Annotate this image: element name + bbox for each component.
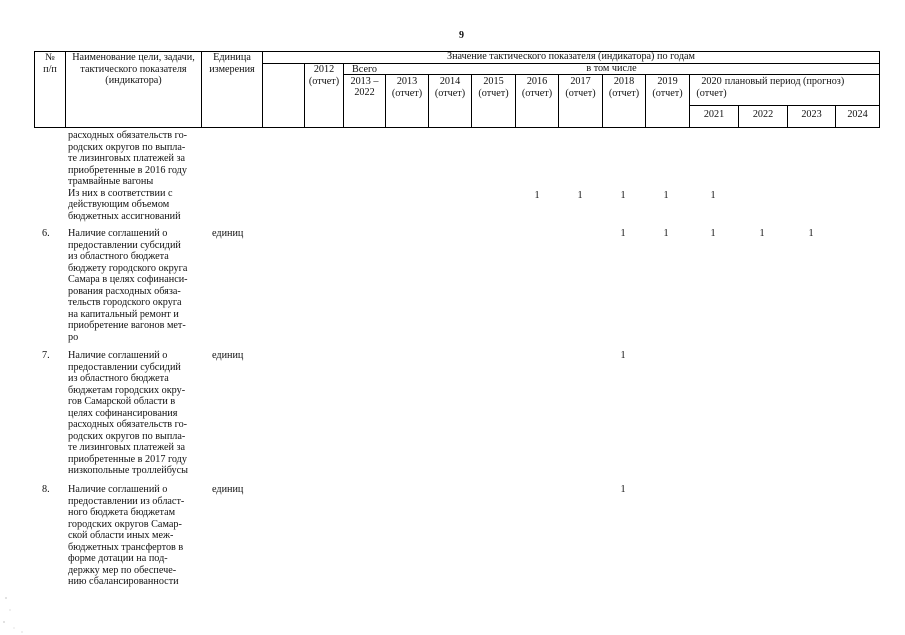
header-2016: 2016 (отчет) (521, 76, 553, 99)
page-number: 9 (459, 30, 464, 41)
row-cont-name: расходных обязательств го- родских округов по выпла- те лизинговых платежей за приобретенные в 2016 году трамвайные вагоны Из них в соответствии с действующим объемом бюджетных ассигнований (68, 130, 188, 222)
header-bottom-border (34, 127, 880, 128)
header-2023: 2023 (801, 109, 822, 120)
header-values: Значение тактического показателя (индикатора) по годам (447, 51, 695, 62)
row-6-2023: 1 (808, 228, 814, 239)
header-col-divider-unit (262, 51, 263, 128)
row-8-name: Наличие соглашений о предоставлении из област- ного бюджета бюджетам городских округов Самар- ской области иных меж- бюджетных трансфертов в форме дотации на под- держку мер по обеспече- нию сбалансированности (68, 484, 185, 587)
row-7-num: 7. (42, 350, 50, 361)
row-8-2019: 1 (620, 484, 626, 495)
row-6-2020: 1 (663, 228, 669, 239)
row-6-unit: единиц (212, 228, 244, 239)
row-6-2021: 1 (710, 228, 716, 239)
header-2014: 2014 (отчет) (434, 76, 466, 99)
row-6-name: Наличие соглашений о предоставлении субсидий из областного бюджета бюджету городского округа Самара в целях софинанси- рования расходных обяза- тельств городского округа на капитальный ремонт и приобретение вагонов мет- ро (68, 228, 188, 343)
row-6-2022: 1 (759, 228, 765, 239)
row-7-unit: единиц (212, 350, 244, 361)
header-2013: 2013 (отчет) (391, 76, 423, 99)
header-2019: 2019 (отчет) (652, 76, 683, 99)
header-incl: в том числе (586, 63, 637, 74)
row-cont-2019: 1 (620, 190, 626, 201)
header-right-border (879, 51, 880, 128)
header-2022: 2022 (752, 109, 774, 120)
scan-specks (0, 590, 30, 635)
header-2015: 2015 (отчет) (478, 76, 509, 99)
row-cont-2018: 1 (577, 190, 583, 201)
header-total: Всего 2013 – 2022 (350, 64, 379, 98)
header-2024: 2024 (847, 109, 868, 120)
header-2012: 2012 (отчет) (308, 64, 340, 87)
row-cont-2021: 1 (710, 190, 716, 201)
header-name: Наименование цели, задачи, тактического показателя (индикатора) (72, 52, 195, 86)
header-2017: 2017 (отчет) (565, 76, 596, 99)
header-num: № п/п (43, 52, 57, 75)
header-2021: 2021 (703, 109, 725, 120)
row-8-unit: единиц (212, 484, 244, 495)
row-6-2019: 1 (620, 228, 626, 239)
header-plan-divider (689, 105, 880, 106)
row-cont-2020: 1 (663, 190, 669, 201)
header-2020: 2020 (отчет) (696, 76, 727, 99)
header-unit: Единица измерения (209, 52, 255, 75)
row-8-num: 8. (42, 484, 50, 495)
row-6-num: 6. (42, 228, 50, 239)
row-7-name: Наличие соглашений о предоставлении субсидий из областного бюджета бюджетам городских окру- гов Самарской области в целях софинансирования расходных обязательств го- родских округов по выпла- те лизинговых платежей за приобретенные в 2017 году низкопольные троллейбусы (68, 350, 188, 476)
header-plan: плановый период (прогноз) (724, 76, 845, 87)
table-header (34, 51, 880, 128)
row-7-2019: 1 (620, 350, 626, 361)
row-cont-2017: 1 (534, 190, 540, 201)
header-2018: 2018 (отчет) (608, 76, 640, 99)
